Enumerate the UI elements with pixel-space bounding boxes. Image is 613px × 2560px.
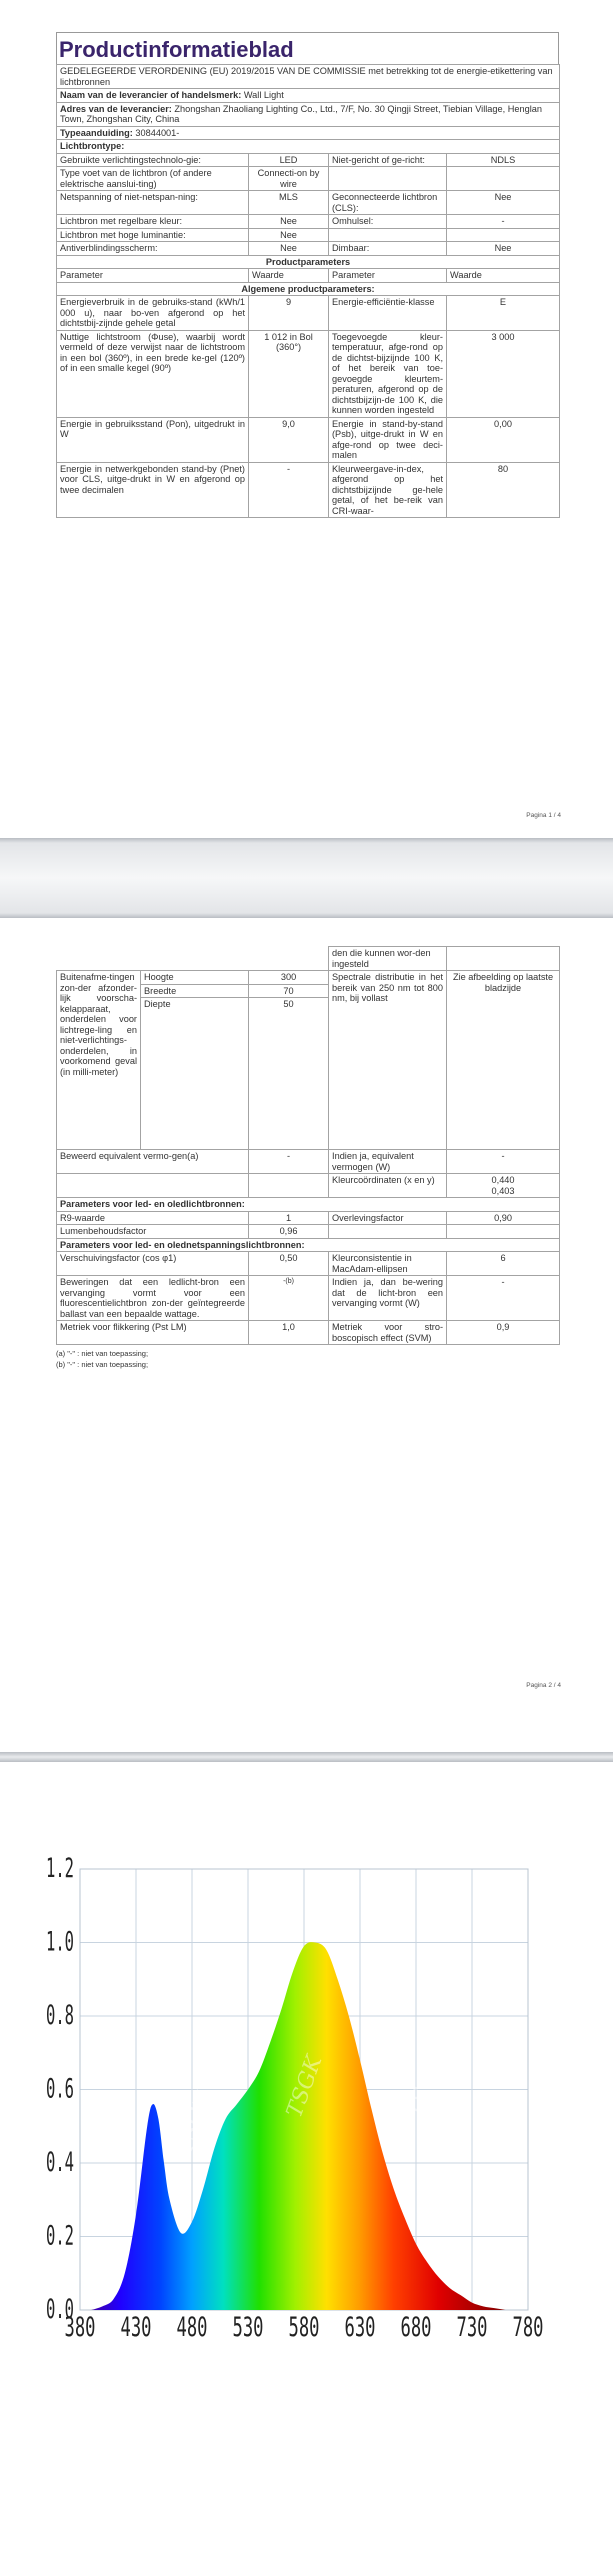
value-cell: Nee — [447, 242, 560, 256]
param-cell: Type voet van de lichtbron (of andere elektrische aanslui-ting) — [57, 167, 249, 191]
page-separator — [0, 838, 613, 918]
param-cell: Verschuivingsfactor (cos φ1) — [57, 1252, 249, 1276]
column-header-value: Waarde — [447, 269, 560, 283]
column-header-parameter: Parameter — [329, 269, 447, 283]
value-cell: - — [447, 215, 560, 229]
y-axis-ticks — [46, 1853, 74, 2325]
general-params-header: Algemene productparameters: — [57, 282, 560, 296]
table-row — [57, 330, 560, 417]
document-page-1 — [0, 0, 613, 838]
watermark-text: TSGK — [402, 2052, 448, 2121]
supplier-name-row — [57, 89, 560, 103]
param-cell — [329, 1225, 447, 1239]
y-tick-label: 1.0 — [46, 1926, 74, 1958]
led-mains-params-header: Parameters voor led- en olednetspanningslichtbronnen: — [57, 1238, 560, 1252]
value-cell: 3 000 — [447, 330, 560, 417]
value-cell — [249, 1174, 329, 1198]
empty-cell — [57, 947, 329, 971]
value-cell: - — [249, 1150, 329, 1174]
value-cell: MLS — [249, 191, 329, 215]
param-cell: Energie in gebruiksstand (Pon), uitgedrukt in W — [57, 417, 249, 462]
param-cell: Energieverbruik in de gebruiks-stand (kWh/1 000 u), naar bo-ven afgerond op het dichtstbij-zijnde gehele getal — [57, 296, 249, 331]
supplier-address-value: Zhongshan Zhaoliang Lighting Co., Ltd., 7/F, No. 30 Qingji Street, Tiebian Village, Henglan Town, Zhongshan City, China — [60, 103, 542, 124]
param-cell: R9-waarde — [57, 1211, 249, 1225]
model-value: 30844001- — [135, 127, 180, 138]
watermark-text: TSGK — [282, 2052, 328, 2121]
spectral-distribution-chart — [0, 1762, 613, 2560]
dimension-name: Diepte — [141, 998, 249, 1150]
value-cell: 0,50 — [249, 1252, 329, 1276]
document-page-2 — [0, 918, 613, 1752]
dimension-value: 300 — [249, 971, 329, 985]
value-cell: 1 — [249, 1211, 329, 1225]
param-cell: Lichtbron met hoge luminantie: — [57, 228, 249, 242]
table-row — [57, 1211, 560, 1225]
product-info-sheet — [56, 32, 559, 518]
y-tick-label: 0.6 — [46, 2073, 74, 2105]
param-cell: Lichtbron met regelbare kleur: — [57, 215, 249, 229]
param-cell: Overlevingsfactor — [329, 1211, 447, 1225]
param-cell: Energie in stand-by-stand (Psb), uitge-drukt in W en afge-rond op twee deci-malen — [329, 417, 447, 462]
x-tick-label: 530 — [232, 2312, 264, 2343]
spectral-distribution-value: Zie afbeelding op laatste bladzijde — [447, 971, 560, 1150]
x-tick-label: 780 — [512, 2312, 544, 2343]
table-row — [57, 242, 560, 256]
value-cell — [447, 947, 560, 971]
value-cell: 9,0 — [249, 417, 329, 462]
dimension-name: Breedte — [141, 984, 249, 998]
dimensions-label: Buitenafme-tingen zon-der afzonder-lijk voorscha-kelapparaat, onderdelen voor lichtrege-ling en niet-verlichtings-onderdelen, in voorkomend geval (in milli-meter) — [57, 971, 141, 1150]
supplier-name-value: Wall Light — [243, 90, 284, 100]
model-label: Typeaanduiding: — [60, 127, 133, 138]
model-row — [57, 126, 560, 140]
column-header-value: Waarde — [249, 269, 329, 283]
param-cell: Nuttige lichtstroom (Φuse), waarbij wordt vermeld of deze verwijst naar de lichtstroom in een bol (360º), in een brede ke-gel (120º) of in een smalle kegel (90º) — [57, 330, 249, 417]
value-cell: 0,96 — [249, 1225, 329, 1239]
table-row — [57, 947, 560, 971]
value-cell — [447, 167, 560, 191]
x-tick-label: 430 — [120, 2312, 152, 2343]
param-cell: Netspanning of niet-netspan-ning: — [57, 191, 249, 215]
value-cell: Connecti-on by wire — [249, 167, 329, 191]
value-cell: Nee — [249, 215, 329, 229]
param-cell: Metriek voor stro-boscopisch effect (SVM) — [329, 1321, 447, 1345]
param-cell: Niet-gericht of ge-richt: — [329, 153, 447, 167]
y-tick-label: 0.8 — [46, 2000, 74, 2031]
footnote-a: (a) "-" : niet van toepassing; — [56, 1349, 149, 1358]
supplier-address-row — [57, 102, 560, 126]
value-cell — [447, 1225, 560, 1239]
param-cell: Energie-efficiëntie-klasse — [329, 296, 447, 331]
value-cell: 0,00 — [447, 417, 560, 462]
table-row — [57, 228, 560, 242]
x-tick-label: 630 — [344, 2312, 376, 2343]
param-cell: Dimbaar: — [329, 242, 447, 256]
supplier-address-label: Adres van de leverancier: — [60, 103, 172, 114]
value-cell: 1 012 in Bol (360°) — [249, 330, 329, 417]
led-params-header: Parameters voor led- en oledlichtbronnen: — [57, 1198, 560, 1212]
dimension-value: 50 — [249, 998, 329, 1150]
value-cell: 0,9 — [447, 1321, 560, 1345]
value-cell: - — [447, 1150, 560, 1174]
table-row — [57, 1174, 560, 1198]
param-cell: Beweringen dat een ledlicht-bron een vervanging vormt voor een fluorescentielichtbron zon-der geïntegreerde ballast van een bepaalde wattage. — [57, 1276, 249, 1321]
param-cell: Indien ja, dan be-wering dat de licht-bron een vervanging vormt (W) — [329, 1276, 447, 1321]
table-row — [57, 153, 560, 167]
y-tick-label: 0.4 — [46, 2147, 74, 2178]
param-cell: Omhulsel: — [329, 215, 447, 229]
param-cell: Geconnecteerde lichtbron (CLS): — [329, 191, 447, 215]
page-number: Pagina 2 / 4 — [526, 1682, 561, 1689]
params-table-continued — [56, 946, 560, 1345]
table-row — [57, 191, 560, 215]
param-cell — [57, 1174, 249, 1198]
document-page-3 — [0, 1762, 613, 2560]
x-tick-label: 580 — [288, 2312, 320, 2343]
table-row — [57, 971, 560, 985]
param-cell: Kleurweergave-in-dex, afgerond op het dichtstbijzijnde ge-hele getal, of het be-reik van CRI-waar- — [329, 462, 447, 518]
param-cell: Energie in netwerkgebonden stand-by (Pnet) voor CLS, uitge-drukt in W en afgerond op twee decimalen — [57, 462, 249, 518]
supplier-table — [56, 64, 560, 518]
color-coordinates-value: 0,440 0,403 — [447, 1174, 560, 1198]
value-cell: - — [447, 1276, 560, 1321]
regulation-text: GEDELEGEERDE VERORDENING (EU) 2019/2015 VAN DE COMMISSIE met betrekking tot de energie-etikettering van lichtbronnen — [57, 65, 560, 89]
value-cell — [447, 228, 560, 242]
x-tick-label: 480 — [176, 2312, 208, 2343]
value-cell: Nee — [447, 191, 560, 215]
watermark-text: TSGK — [172, 2089, 218, 2158]
x-tick-label: 680 — [400, 2312, 432, 2343]
spectrum-area — [91, 1942, 505, 2310]
table-row — [57, 1276, 560, 1321]
dimension-value: 70 — [249, 984, 329, 998]
param-cell: Kleurcoördinaten (x en y) — [329, 1174, 447, 1198]
value-cell: -(b) — [249, 1276, 329, 1321]
y-tick-label: 1.2 — [46, 1853, 74, 1884]
x-axis-ticks — [65, 2312, 544, 2343]
value-cell: Nee — [249, 228, 329, 242]
param-cell: Gebruikte verlichtingstechnolo-gie: — [57, 153, 249, 167]
footnotes — [56, 1348, 559, 1370]
dimension-name: Hoogte — [141, 971, 249, 985]
value-cell: Nee — [249, 242, 329, 256]
param-cell: Kleurconsistentie in MacAdam-ellipsen — [329, 1252, 447, 1276]
y-tick-label: 0.0 — [46, 2294, 74, 2325]
light-source-type-label: Lichtbrontype: — [57, 140, 560, 154]
x-tick-label: 730 — [456, 2312, 488, 2343]
column-header-parameter: Parameter — [57, 269, 249, 283]
value-cell: LED — [249, 153, 329, 167]
param-cell: Antiverblindingsscherm: — [57, 242, 249, 256]
table-row — [57, 417, 560, 462]
product-params-header: Productparameters — [57, 255, 560, 269]
page-number: Pagina 1 / 4 — [526, 812, 561, 819]
param-cell: Toegevoegde kleur-temperatuur, afge-rond op de dichtst-bijzijnde 100 K, of het bereik van toe-gevoegde kleurtem-peraturen, afgerond op de dichtstbijzijn-de 100 K, die kunnen worden ingesteld — [329, 330, 447, 417]
document-title: Productinformatieblad — [56, 32, 559, 64]
param-cell: Metriek voor flikkering (Pst LM) — [57, 1321, 249, 1345]
product-info-sheet-continued — [56, 946, 559, 1370]
param-cell — [329, 228, 447, 242]
value-cell: 80 — [447, 462, 560, 518]
table-row — [57, 1150, 560, 1174]
table-row — [57, 1252, 560, 1276]
column-header-row — [57, 269, 560, 283]
value-cell: NDLS — [447, 153, 560, 167]
value-cell: E — [447, 296, 560, 331]
param-cell: Beweerd equivalent vermo-gen(a) — [57, 1150, 249, 1174]
table-row — [57, 215, 560, 229]
value-cell: 1,0 — [249, 1321, 329, 1345]
table-row — [57, 1225, 560, 1239]
table-row — [57, 462, 560, 518]
table-row — [57, 167, 560, 191]
param-cell — [329, 167, 447, 191]
value-cell: 6 — [447, 1252, 560, 1276]
param-cell: Lumenbehoudsfactor — [57, 1225, 249, 1239]
value-cell: - — [249, 462, 329, 518]
table-row — [57, 1321, 560, 1345]
param-cell: Indien ja, equivalent vermogen (W) — [329, 1150, 447, 1174]
supplier-name-label: Naam van de leverancier of handelsmerk: — [60, 90, 242, 100]
value-cell: 9 — [249, 296, 329, 331]
spectral-distribution-label: Spectrale distributie in het bereik van 250 nm tot 800 nm, bij vollast — [329, 971, 447, 1150]
page-separator — [0, 1752, 613, 1762]
y-tick-label: 0.2 — [46, 2220, 74, 2252]
table-row — [57, 296, 560, 331]
value-cell: 0,90 — [447, 1211, 560, 1225]
x-tick-label: 380 — [64, 2312, 96, 2343]
param-cell: den die kunnen wor-den ingesteld — [329, 947, 447, 971]
footnote-b: (b) "-" : niet van toepassing; — [56, 1360, 149, 1369]
